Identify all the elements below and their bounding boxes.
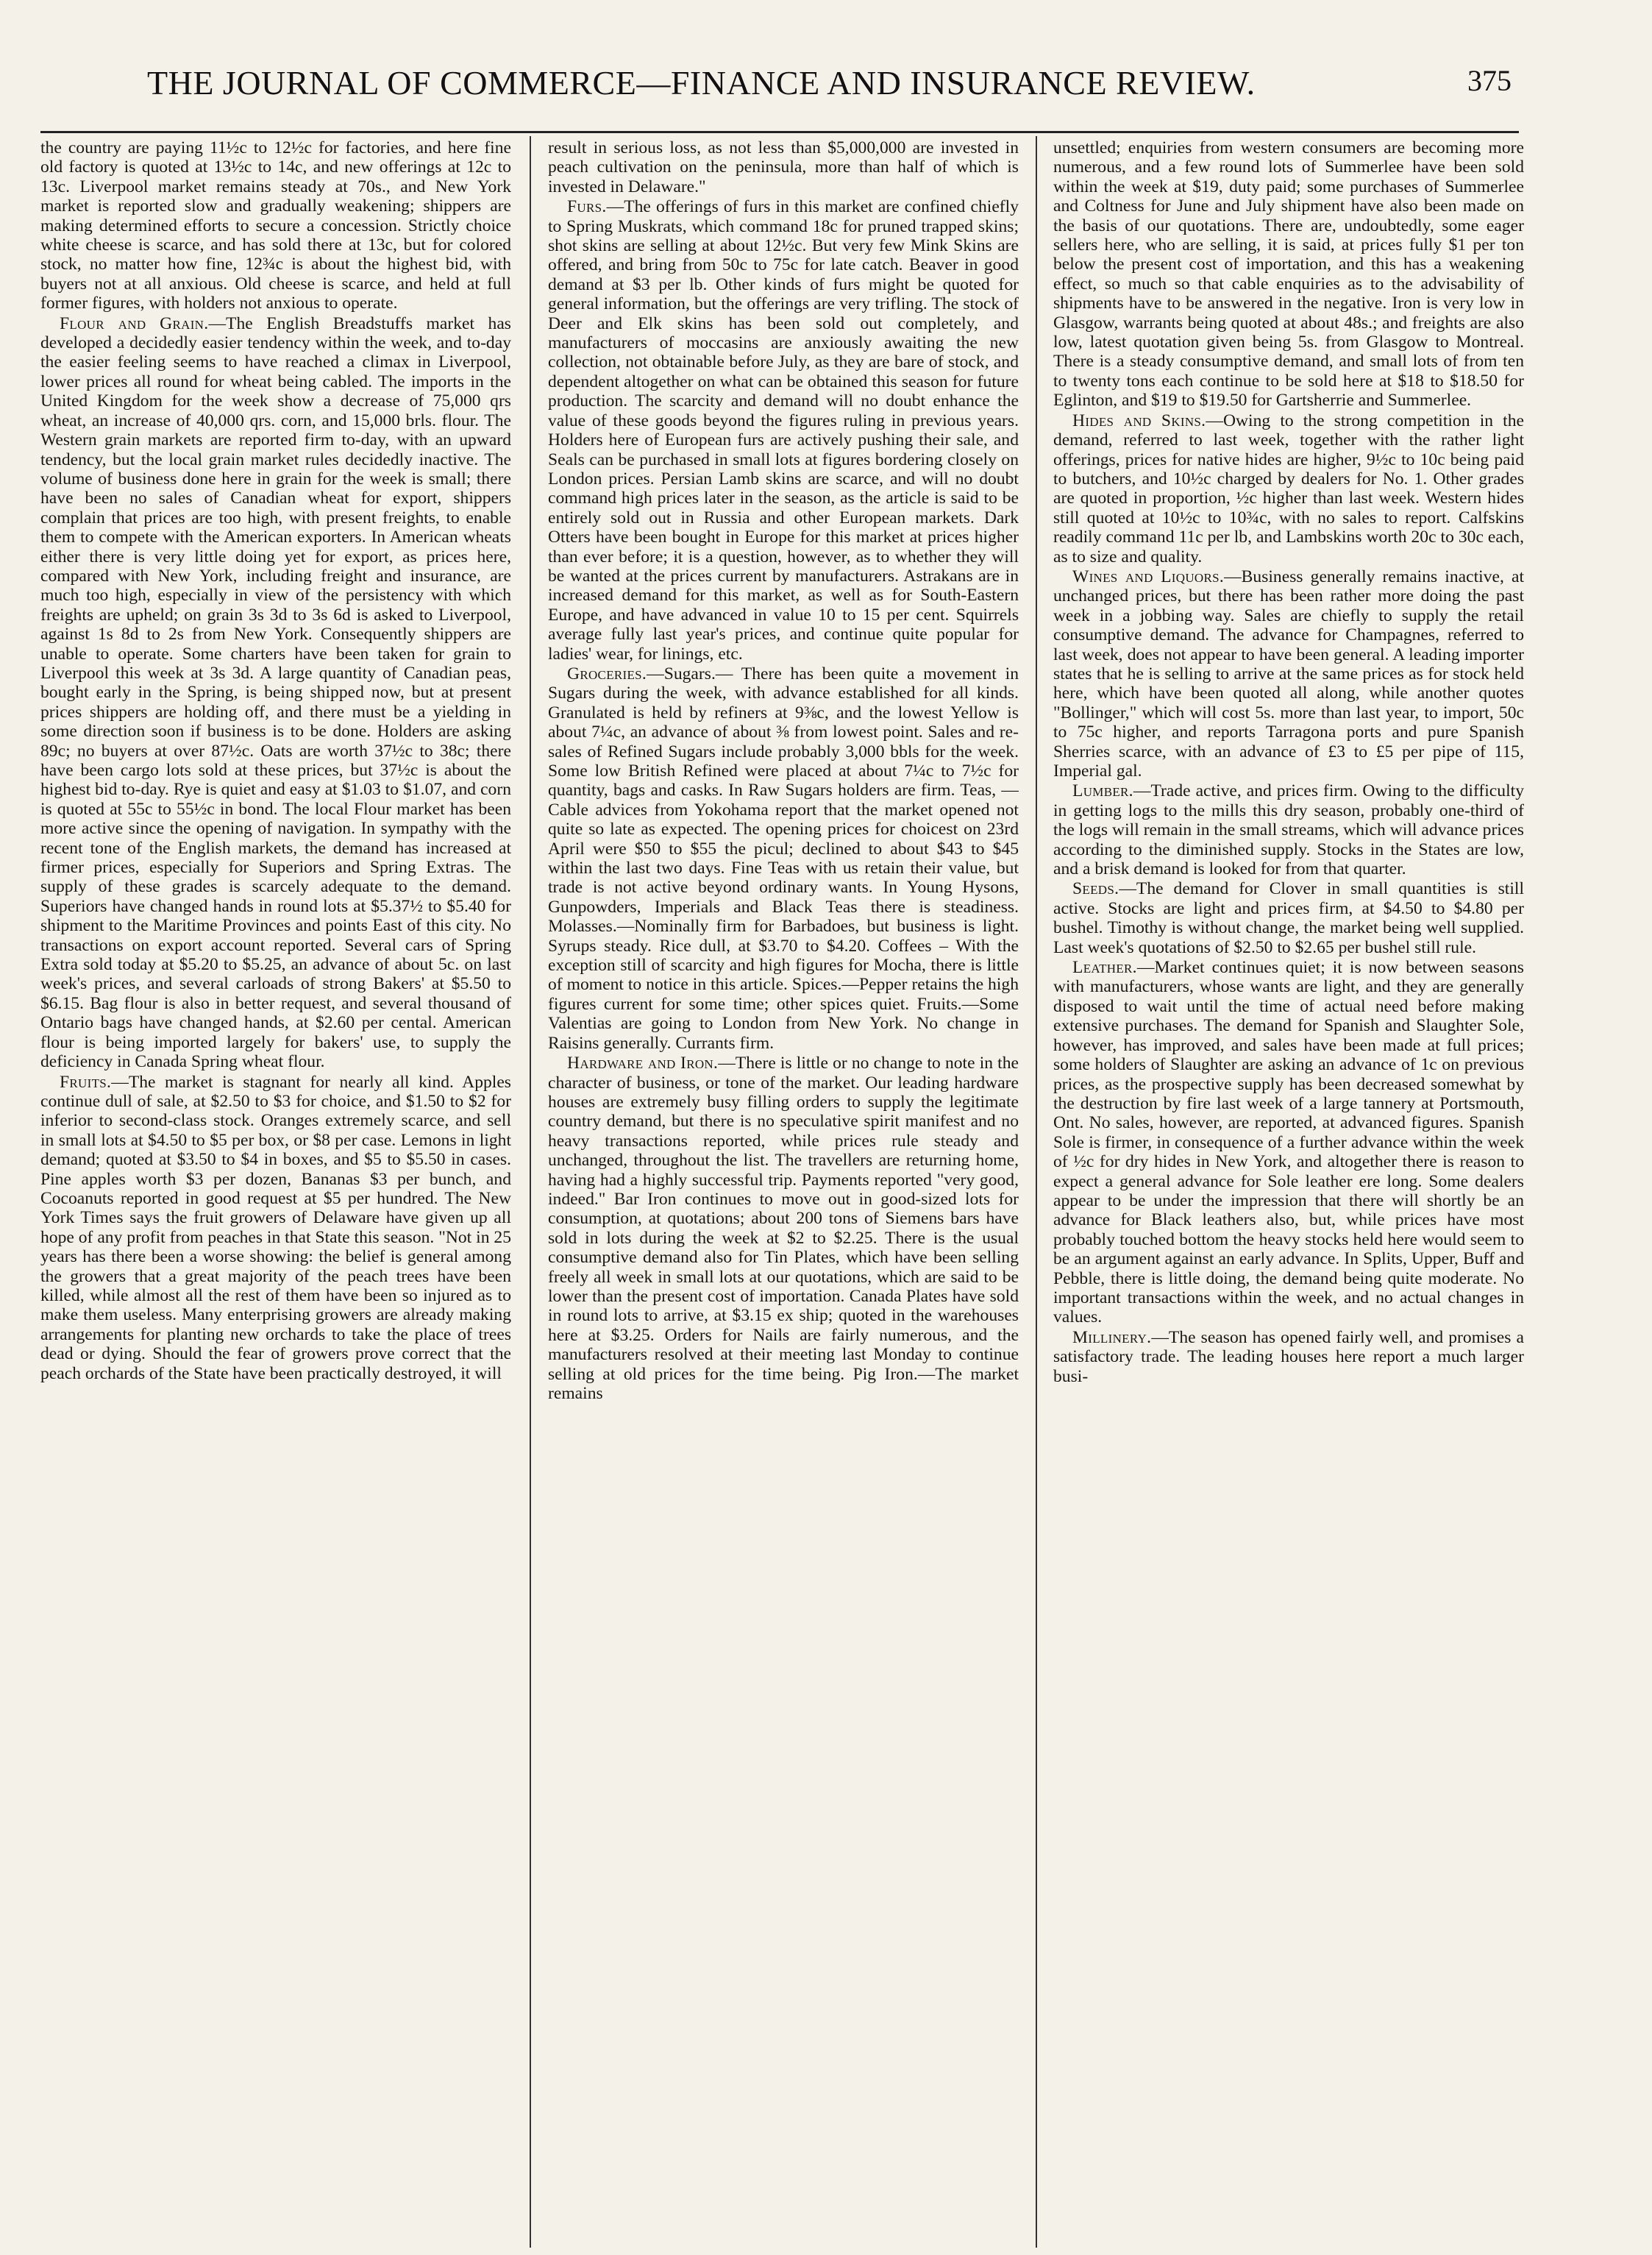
running-title: THE JOURNAL OF COMMERCE—FINANCE AND INSURANCE REVIEW. [147, 64, 1256, 102]
paragraph-text: —Market continues quiet; it is now between seasons with manufacturers, whose wants are light, and they are generally disposed to wait until the time of actual need before making extensive purchases. The demand for Spanish and Slaughter Sole, however, has improved, and sales have been made at full prices; some holders of Slaughter are asking an advance of 1c on previous prices, as the prospective supply has been decreased somewhat by the destruction by fire last week of a large tannery at Portsmouth, Ont. No sales, however, are reported, at advanced figures. Spanish Sole is firmer, in consequence of a further advance within the week of ½c for dry hides in New York, and altogether there is reason to expect a general advance for Sole leather ere long. Some dealers appear to be under the impression that there will shortly be an advance for Black leathers also, but, while prices have most probably touched bottom the heavy stocks held here would seem to be an argument against an early advance. In Splits, Upper, Buff and Pebble, there is little doing, the demand being quite moderate. No important transactions within the week, and no actual changes in values. [1053, 958, 1524, 1327]
paragraph-text: —There is little or no change to note in the character of business, or tone of the market. Our leading hardware houses are extremely busy filling orders to supply the legitimate country demand, but there is no speculative spirit manifest and no heavy transactions reported, while prices rule steady and unchanged, throughout the list. The travellers are returning home, having had a highly successful trip. Payments reported "very good, indeed." Bar Iron continues to move out in good-sized lots for consumption, at quotations; about 200 tons of Siemens bars have sold in lots during the week at $2 to $2.25. There is the usual consumptive demand also for Tin Plates, which have been selling freely all week in small lots at our quotations, which are said to be lower than the present cost of importation. Canada Plates have sold in round lots to arrive, at $3.15 ex ship; quoted in the warehouses here at $3.25. Orders for Nails are fairly numerous, and the manufacturers resolved at their meeting last Monday to continue selling at old prices for the time being. Pig Iron.—The market remains [548, 1054, 1019, 1403]
section-heading: Fruits. [60, 1072, 112, 1092]
paragraph-text: —Trade active, and prices firm. Owing to the difficulty in getting logs to the mills this dry season, probably one-third of the logs will remain in the small streams, which will advance prices according to the diminished supply. Stocks in the States are low, and a brisk demand is looked for from that quarter. [1053, 781, 1524, 879]
article-paragraph [1053, 958, 1524, 1327]
article-paragraph [1053, 781, 1524, 878]
section-heading: Wines and Liquors. [1072, 567, 1225, 586]
section-heading: Groceries. [567, 664, 647, 683]
paragraph-text: —The English Breadstuffs market has developed a decidedly easier tendency within the week, and to-day the easier feeling seems to have reached a climax in Liverpool, lower prices all round for wheat being cabled. The imports in the United Kingdom for the week show a decrease of 75,000 qrs wheat, an increase of 40,000 qrs. corn, and 15,000 brls. flour. The Western grain markets are reported firm to-day, with an upward tendency, but the local grain market rules decidedly inactive. The volume of business done here in grain for the week is small; there have been no sales of Canadian wheat for export, shippers complain that prices are too high, with present freights, to enable them to compete with the American exporters. In American wheats either there is very little doing yet for export, as prices here, compared with New York, including freight and insurance, are much too high, especially in view of the persistency with which freights are upheld; on grain 3s 3d to 3s 6d is asked to Liverpool, against 1s 8d to 2s from New York. Consequently shippers are unable to operate. Some charters have been taken for grain to Liverpool this week at 3s 3d. A large quantity of Canadian peas, bought early in the Spring, is being shipped now, but at present prices shippers are holding off, and there must be a yielding in some direction soon if business is to be done. Holders are asking 89c; no buyers at over 87½c. Oats are worth 37½c to 38c; there have been cargo lots sold at these prices, but 37½c is about the highest bid to-day. Rye is quiet and easy at $1.03 to $1.07, and corn is quoted at 55c to 55½c in bond. The local Flour market has been more active since the opening of navigation. In sympathy with the recent tone of the English markets, the demand has increased at firmer prices, especially for Superiors and Spring Extras. The supply of these grades is scarcely adequate to the demand. Superiors have changed hands in round lots at $5.37½ to $5.40 for shipment to the Maritime Provinces and points East of this city. No transactions on export account reported. Several cars of Spring Extra sold today at $5.20 to $5.25, an advance of about 5c. on last week's prices, and several carloads of strong Bakers' at $5.50 to $6.15. Bag flour is also in better request, and several thousand of Ontario bags have changed hands, at $2.60 per cental. American flour is being imported largely for bakers' use, to supply the deficiency in Canada Spring wheat flour. [40, 313, 511, 1072]
page-header [147, 63, 1512, 107]
column-divider-1 [530, 136, 531, 2248]
article-paragraph [548, 197, 1019, 664]
section-heading: Millinery. [1072, 1327, 1152, 1347]
paragraph-text: —The season has opened fairly well, and promises a satisfactory trade. The leading houses here report a much larger busi- [1053, 1327, 1524, 1386]
article-paragraph [40, 1073, 511, 1384]
section-heading: Lumber. [1072, 781, 1133, 801]
column-divider-2 [1036, 136, 1037, 2248]
column-3 [1053, 138, 1524, 2242]
article-paragraph [1053, 567, 1524, 781]
page-number: 375 [1467, 64, 1512, 97]
column-1 [40, 138, 511, 2242]
paragraph-text: —The market is stagnant for nearly all kind. Apples continue dull of sale, at $2.50 to $3 for choice, and $1.50 to $2 for inferior to second-class stock. Oranges extremely scarce, and sell in small lots at $4.50 to $5 per box, or $8 per case. Lemons in light demand; quoted at $3.50 to $4 in boxes, and $5 to $5.50 in cases. Pine apples worth $3 per dozen, Bananas $3 per bunch, and Cocoanuts reported in good request at $5 per hundred. The New York Times says the fruit growers of Delaware have given up all hope of any profit from peaches in that State this season. "Not in 25 years has there been a worse showing: the belief is general among the growers that a great majority of the peach trees have been killed, while almost all the rest of them have been so injured as to make them useless. Many enterprising growers are already making arrangements for planting new orchards to take the place of trees dead or dying. Should the fear of growers prove correct that the peach orchards of the State have been practically destroyed, it will [40, 1072, 511, 1383]
paragraph-text: unsettled; enquiries from western consumers are becoming more numerous, and a few round lots of Summerlee have been sold within the week at $19, duty paid; some purchases of Summerlee and Coltness for June and July shipment have also been made on the basis of our quotations. There are, undoubtedly, some eager sellers here, who are selling, it is said, at prices fully $1 per ton below the present cost of importation, and this has a weakening effect, so much so that cable enquiries as to the advisability of shipments have to be answered in the negative. Iron is very low in Glasgow, warrants being quoted at about 48s.; and freights are also low, latest quotation given being 5s. from Glasgow to Montreal. There is a steady consumptive demand, and small lots of from ten to twenty tons each continue to be sold here at $18 to $18.50 for Eglinton, and $19 to $19.50 for Gartsherrie and Summerlee. [1053, 138, 1524, 411]
section-heading: Leather. [1072, 958, 1137, 978]
article-paragraph [1053, 1328, 1524, 1386]
section-heading: Seeds. [1072, 879, 1119, 899]
article-paragraph [1053, 411, 1524, 567]
continued-paragraph [548, 138, 1019, 196]
column-2 [548, 138, 1019, 2242]
paragraph-text: the country are paying 11½c to 12½c for factories, and here fine old factory is quoted at 13½c to 14c, and new offerings at 12c to 13c. Liverpool market remains steady at 70s., and New York market is reported slow and gradually weakening; shippers are making determined efforts to secure a concession. Strictly choice white cheese is scarce, and has sold there at 13c, but for colored stock, no matter how fine, 12¾c is about the highest bid, with buyers not at all anxious. Old cheese is scarce, and held at full former figures, with holders not anxious to operate. [40, 138, 511, 313]
article-paragraph [548, 664, 1019, 1053]
paragraph-text: —Sugars.— There has been quite a movement in Sugars during the week, with advance established for all kinds. Granulated is held by refiners at 9⅜c, and the lowest Yellow is about 7¼c, an advance of about ⅜ from lowest point. Sales and re-sales of Refined Sugars include probably 3,000 bbls for the week. Some low British Refined were placed at about 7¼c to 7½c for quantity, bags and casks. In Raw Sugars holders are firm. Teas, —Cable advices from Yokohama report that the market opened not quite so late as expected. The opening prices for choicest on 23rd April were $50 to $55 the picul; declined to about $43 to $45 within the last two days. Fine Teas with us retain their value, but trade is not active beyond ordinary wants. In Young Hysons, Gunpowders, Imperials and Black Teas there is steadiness. Molasses.—Nominally firm for Barbadoes, but business is light. Syrups steady. Rice dull, at $3.70 to $4.20. Coffees – With the exception still of scarcity and high figures for Mocha, there is little of moment to notice in this article. Spices.—Pepper retains the high figures current for some time; other spices quiet. Fruits.—Some Valentias are going to London from New York. No change in Raisins generally. Currants firm. [548, 664, 1019, 1053]
article-paragraph [1053, 879, 1524, 957]
continued-paragraph [40, 138, 511, 313]
paragraph-text: —Owing to the strong competition in the demand, referred to last week, together with the rather light offerings, prices for native hides are higher, 9½c to 10c being paid to butchers, and 10½c charged by dealers for No. 1. Other grades are quoted in proportion, ½c higher than last week. Western hides still quoted at 10½c to 10¾c, with no sales to report. Calfskins readily command 11c per lb, and Lambskins worth 20c to 30c each, as to size and quality. [1053, 411, 1524, 567]
section-heading: Hardware and Iron. [567, 1054, 719, 1073]
paragraph-text: result in serious loss, as not less than $5,000,000 are invested in peach cultivation on the peninsula, more than half of which is invested in Delaware." [548, 138, 1019, 196]
paragraph-text: —The offerings of furs in this market are confined chiefly to Spring Muskrats, which command 18c for pruned trapped skins; shot skins are selling at about 12½c. But very few Mink Skins are offered, and bring from 50c to 75c for late catch. Beaver in good demand at $3 per lb. Other kinds of furs might be quoted for general information, but the offerings are very trifling. The stock of Deer and Elk skins has been sold out completely, and manufacturers of moccasins are anxiously awaiting the new collection, not obtainable before July, as they are bare of stock, and dependent altogether on what can be obtained this season for future production. The scarcity and demand will no doubt enhance the value of these goods beyond the figures ruling in previous years. Holders here of European furs are actively pushing their sale, and Seals can be purchased in small lots at figures bordering closely on London prices. Persian Lamb skins are scarce, and will no doubt command high prices later in the season, as the article is said to be entirely sold out in Russia and other European markets. Dark Otters have been bought in Europe for this market at prices higher than ever before; it is a question, however, as to whether they will be wanted at the prices current by manufacturers. Astrakans are in increased demand for this market, as well as for South-Eastern Europe, and have advanced in value 10 to 15 per cent. Squirrels average fully last year's prices, and continue quite popular for ladies' wear, for linings, etc. [548, 197, 1019, 664]
section-heading: Hides and Skins. [1072, 411, 1206, 430]
paragraph-text: —The demand for Clover in small quantities is still active. Stocks are light and prices firm, at $4.50 to $4.80 per bushel. Timothy is without change, the market being well supplied. Last week's quotations of $2.50 to $2.65 per bushel still rule. [1053, 879, 1524, 957]
article-paragraph [40, 314, 511, 1072]
section-heading: Flour and Grain. [60, 313, 209, 333]
section-heading: Furs. [567, 197, 607, 217]
article-paragraph [548, 1054, 1019, 1403]
paragraph-text: —Business generally remains inactive, at unchanged prices, but there has been rather more doing the past week in a jobbing way. Sales are chiefly to supply the retail consumptive demand. The advance for Champagnes, referred to last week, does not appear to have been general. A leading importer states that he is selling to arrive at the same prices as for stock held here, which have been quoted all along, while another quotes "Bollinger," which will cost 5s. more than last year, to import, 50c to 75c higher, and reports Tarragona ports and pure Spanish Sherries scarce, with an advance of £3 to £5 per pipe of 115, Imperial gal. [1053, 567, 1524, 781]
continued-paragraph [1053, 138, 1524, 411]
header-rule [40, 131, 1519, 133]
